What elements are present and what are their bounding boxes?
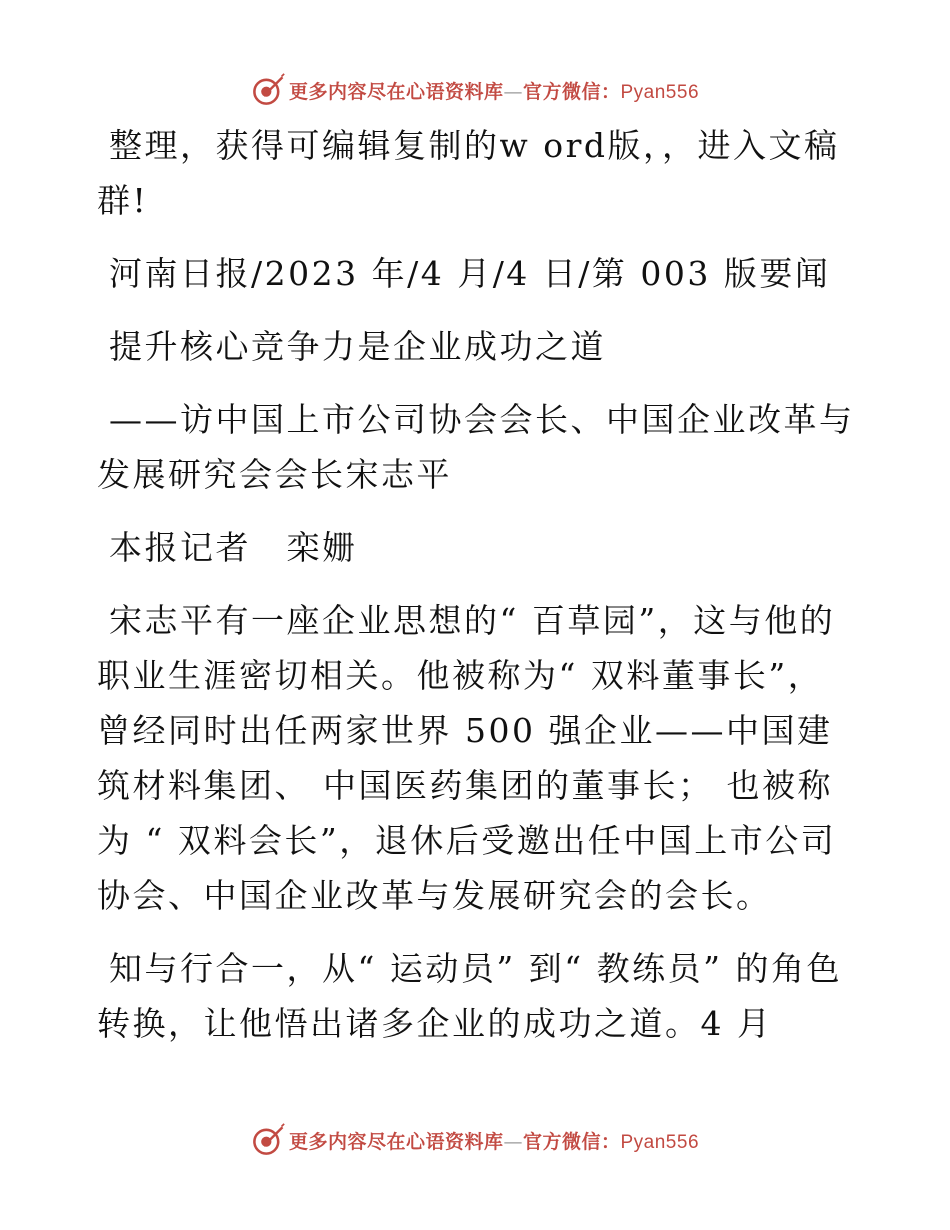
- footer-watermark: [0, 1120, 950, 1160]
- quill-logo-icon: [251, 1123, 285, 1157]
- document-body: [97, 118, 857, 1069]
- byline: 本报记者 栾姗: [109, 528, 358, 567]
- body-paragraph: 知与行合一，从“ 运动员” 到“ 教练员” 的角色转换，让他悟出诸多企业的成功之道。4 月: [97, 949, 842, 1043]
- body-paragraph: 宋志平有一座企业思想的“ 百草园”，这与他的职业生涯密切相关。他被称为“ 双料董事长”，曾经同时出任两家世界 500 强企业——中国建筑材料集团、 中国医药集团的董事长； 也被称为 “ 双料会长”，退休后受邀出任中国上市公司协会、中国企业改革与发展研究会的会长。: [97, 601, 837, 915]
- watermark-text: 更多内容尽在心语资料库—官方微信：Pyan556: [288, 80, 700, 103]
- source-line: 河南日报/2023 年/4 月/4 日/第 003 版要闻: [109, 254, 831, 293]
- intro-paragraph: 整理，获得可编辑复制的w ord版，，进入文稿群!: [97, 126, 840, 220]
- quill-logo-icon: [251, 73, 285, 107]
- article-title: 提升核心竞争力是企业成功之道: [109, 327, 606, 366]
- watermark-text: 更多内容尽在心语资料库—官方微信：Pyan556: [288, 1130, 700, 1153]
- article-subtitle: ——访中国上市公司协会会长、中国企业改革与发展研究会会长宋志平: [97, 400, 855, 494]
- header-watermark: [0, 70, 950, 110]
